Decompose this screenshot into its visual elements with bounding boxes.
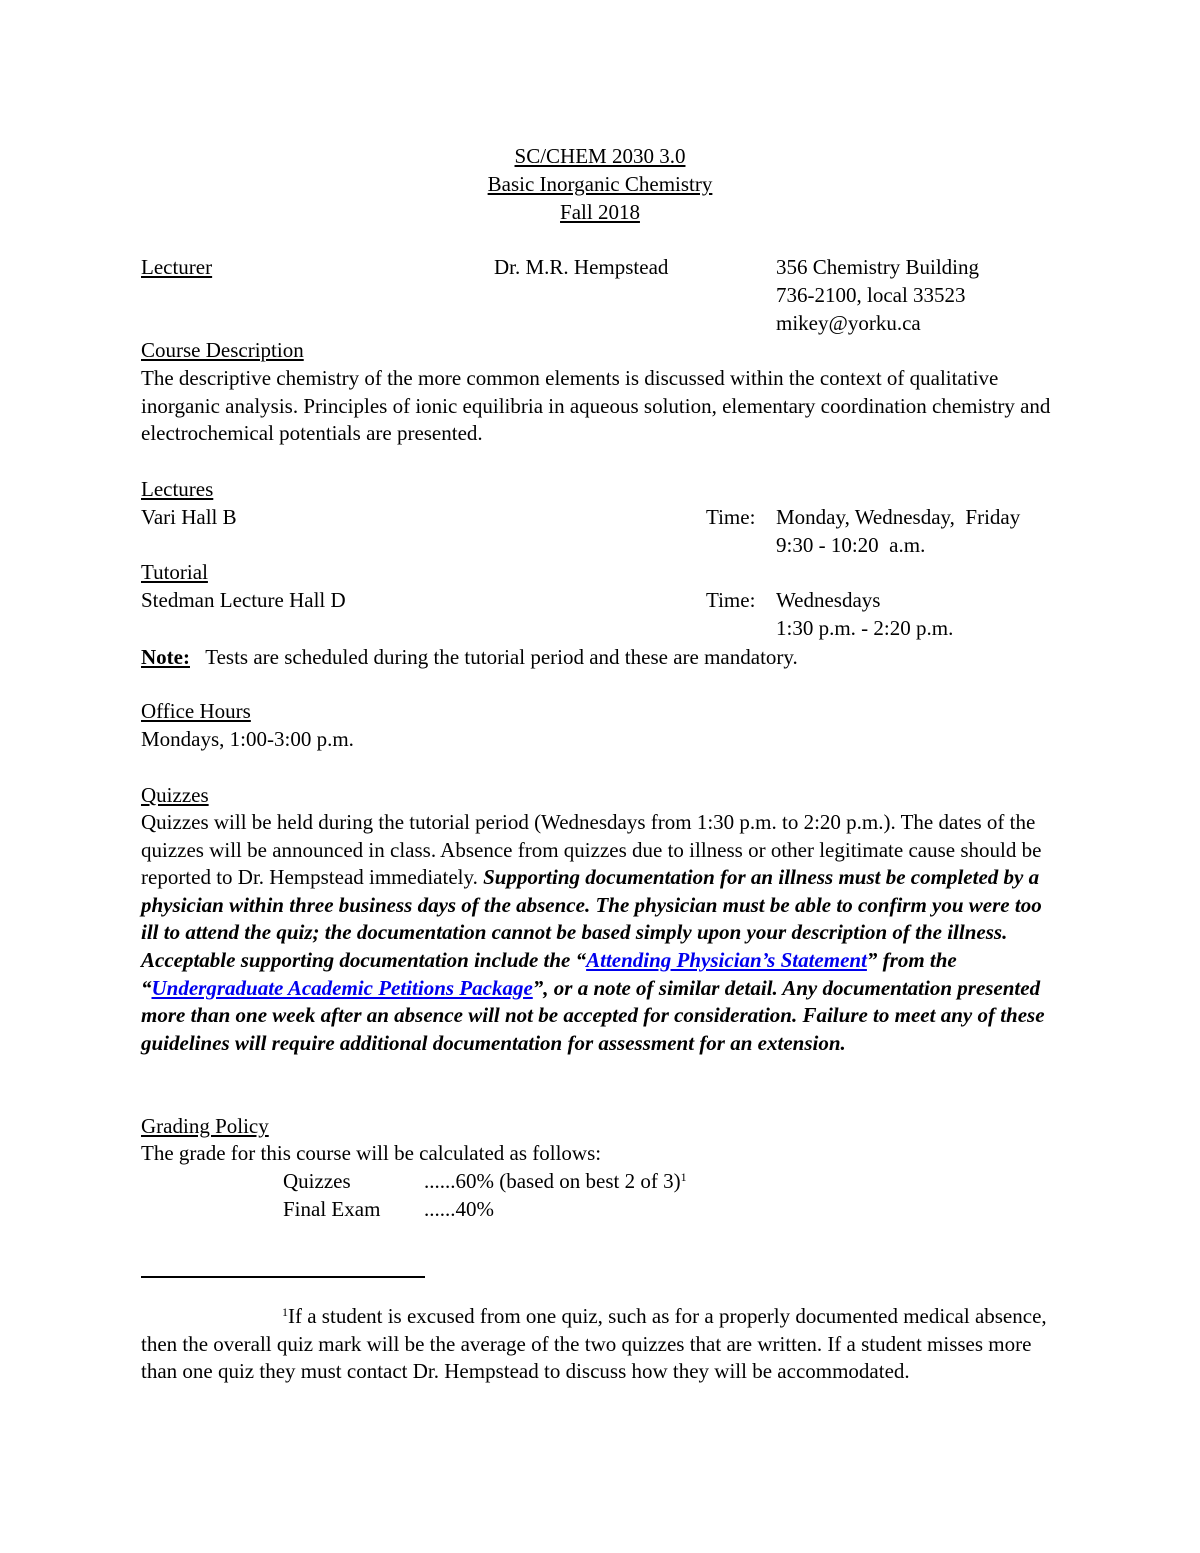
grading-item-name: Quizzes	[283, 1169, 351, 1193]
quizzes-policy-b: ” from the “	[141, 947, 957, 1000]
note-text: Tests are scheduled during the tutorial period and these are mandatory.	[205, 645, 798, 669]
footnote-marker: 1	[282, 1305, 288, 1319]
course-term: Fall 2018	[560, 200, 640, 224]
description-body	[141, 365, 1061, 448]
grading-item-name: Final Exam	[283, 1197, 381, 1221]
grading-item-value: ......40%	[424, 1197, 494, 1221]
grading-intro: The grade for this course will be calculated as follows:	[141, 1141, 602, 1165]
tutorial-time-label: Time:	[706, 588, 756, 612]
attending-physician-link[interactable]: Attending Physician’s Statement	[586, 947, 867, 972]
petitions-package-link[interactable]: Undergraduate Academic Petitions Package	[151, 975, 533, 1000]
office-hours-heading: Office Hours	[141, 699, 251, 723]
lectures-time-label: Time:	[706, 505, 756, 529]
lectures-heading: Lectures	[141, 477, 214, 501]
course-title: Basic Inorganic Chemistry	[487, 172, 713, 196]
footnote-text: If a student is excused from one quiz, such as for a properly documented medical absence, then the overall quiz mark will be the average of the two quizzes that are written. If a student misses more than one quiz they must contact Dr. Hempstead to discuss how they will be accommodated.	[141, 1304, 1047, 1384]
lecturer-heading: Lecturer	[141, 255, 213, 279]
quizzes-policy-a: Supporting documentation for an illness must be completed by a physician within three business days of the absence. The physician must be able to confirm you were too ill to attend the quiz; the documentation cannot be based simply upon your description of the illness. Acceptable supporting documentation include the “	[141, 865, 1042, 972]
quizzes-paragraph	[141, 809, 1056, 1057]
quizzes-body	[141, 809, 1056, 1057]
office-hours-text: Mondays, 1:00-3:00 p.m.	[141, 727, 354, 751]
course-code: SC/CHEM 2030 3.0	[514, 144, 686, 168]
tutorial-hours: 1:30 p.m. - 2:20 p.m.	[776, 616, 954, 640]
tutorial-days: Wednesdays	[776, 588, 881, 612]
footnote-separator	[141, 1276, 425, 1278]
description-heading: Course Description	[141, 338, 304, 362]
lecturer-office: 356 Chemistry Building	[776, 255, 980, 279]
lecturer-email: mikey@yorku.ca	[776, 311, 921, 335]
description-text: The descriptive chemistry of the more common elements is discussed within the context of qualitative inorganic analysis. Principles of ionic equilibria in aqueous solution, elementary coordination chemistry and electrochemical potentials are presented.	[141, 366, 1051, 446]
grading-heading: Grading Policy	[141, 1114, 269, 1138]
grading-item-value-text: ......60% (based on best 2 of 3)	[424, 1169, 681, 1193]
tutorial-heading: Tutorial	[141, 560, 208, 584]
tutorial-location: Stedman Lecture Hall D	[141, 588, 346, 612]
lectures-hours: 9:30 - 10:20 a.m.	[776, 533, 926, 557]
footnote	[141, 1303, 1056, 1386]
footnote-paragraph	[141, 1303, 1056, 1386]
lectures-location: Vari Hall B	[141, 505, 237, 529]
note-line	[141, 644, 798, 672]
quizzes-policy-c: ”, or a note of similar detail. Any documentation presented more than one week after an absence will not be accepted for consideration. Failure to meet any of these guidelines will require additional documentation for assessment for an extension.	[141, 975, 1045, 1055]
quizzes-intro: Quizzes will be held during the tutorial period (Wednesdays from 1:30 p.m. to 2:20 p.m.). The dates of the quizzes will be announced in class. Absence from quizzes due to illness or other legitimate cause should be reported to Dr. Hempstead immediately.	[141, 810, 1042, 890]
grading-item-value	[424, 1168, 687, 1196]
footnote-ref: 1	[680, 1170, 687, 1184]
lectures-days: Monday, Wednesday, Friday	[776, 505, 1021, 529]
lecturer-name: Dr. M.R. Hempstead	[494, 255, 669, 279]
lecturer-phone: 736-2100, local 33523	[776, 283, 966, 307]
quizzes-heading: Quizzes	[141, 783, 209, 807]
note-label: Note:	[141, 645, 190, 669]
